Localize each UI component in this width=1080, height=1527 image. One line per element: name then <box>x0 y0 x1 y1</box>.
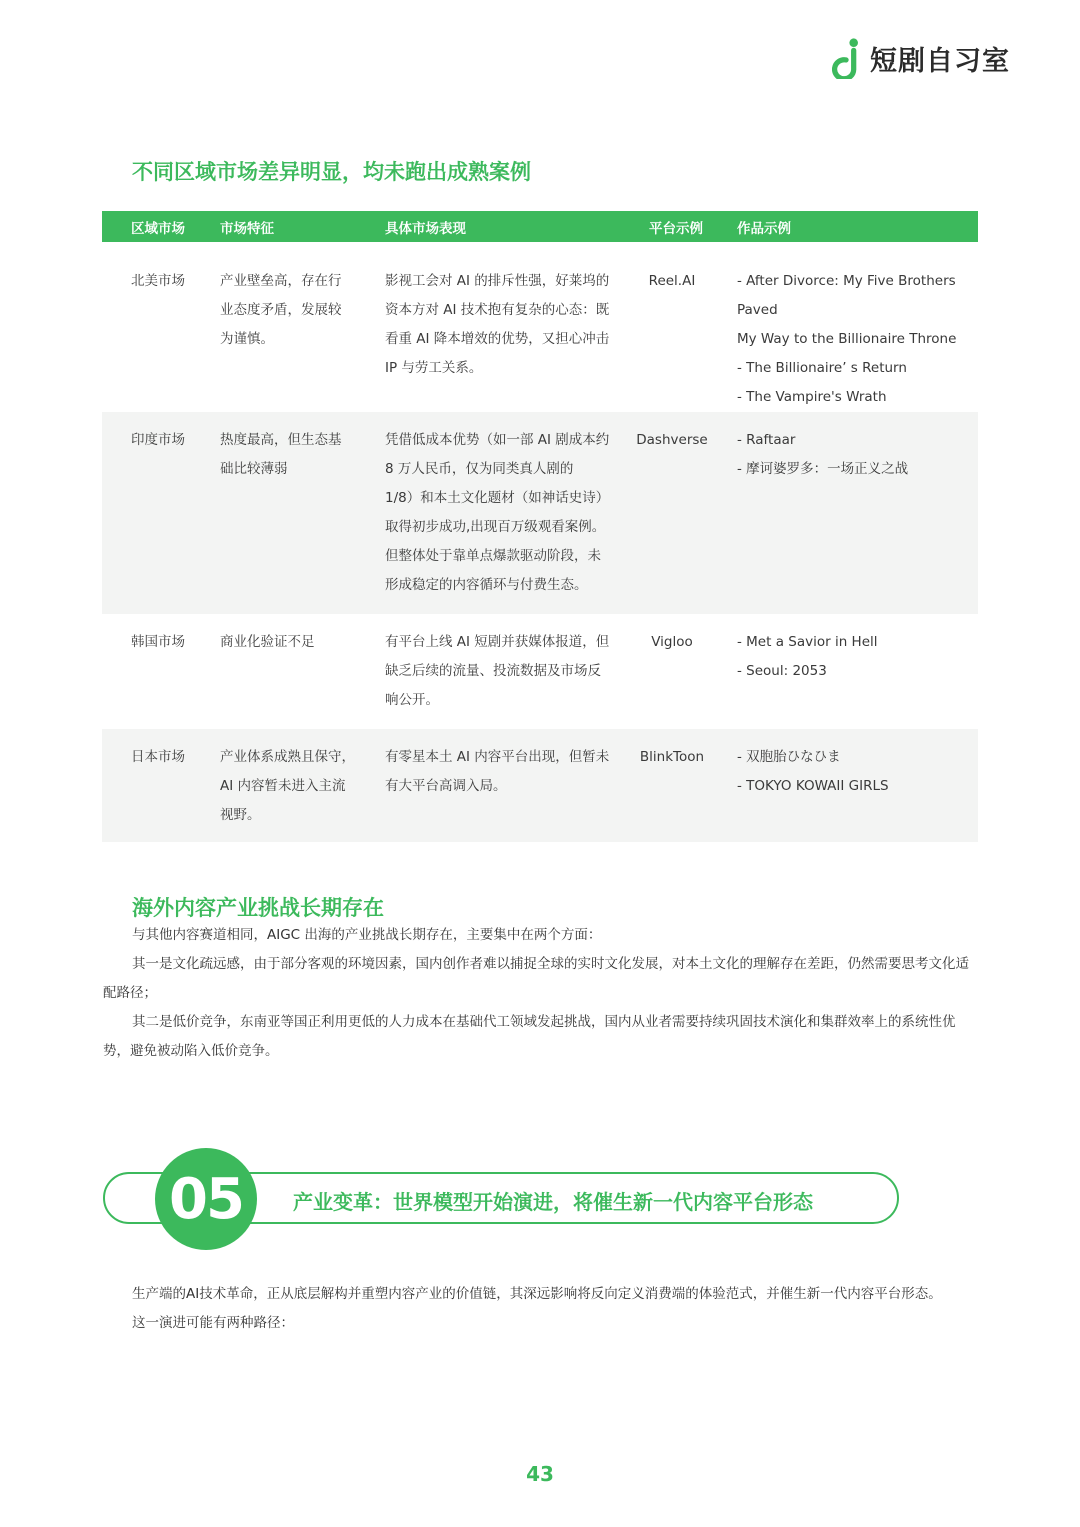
col-header-region: 区域市场 <box>102 211 220 242</box>
cell-region: 韩国市场 <box>102 614 220 729</box>
cell-platform: Dashverse <box>627 412 737 614</box>
table-row <box>102 729 978 842</box>
market-table <box>102 211 978 842</box>
cell-performance: 凭借低成本优势（如一部 AI 剧成本约 8 万人民币，仅为同类真人剧的 1/8）和本土文化题材（如神话史诗） 取得初步成功,出现百万级观看案例。 但整体处于靠单点爆款驱动阶段，未 形成稳定的内容循环与付费生态。 <box>385 412 627 614</box>
chapter-number: 05 <box>155 1148 257 1250</box>
cell-feature: 产业体系成熟且保守， AI 内容暂未进入主流 视野。 <box>220 729 385 842</box>
cell-platform: Reel.AI <box>627 242 737 412</box>
cell-region: 日本市场 <box>102 729 220 842</box>
section-title-challenges: 海外内容产业挑战长期存在 <box>132 896 384 920</box>
chapter-intro-2: 这一演进可能有两种路径： <box>132 1315 294 1331</box>
challenges-point-2: 其二是低价竞争，东南亚等国正利用更低的人力成本在基础代工领域发起挑战，国内从业者需要持续巩固技术演化和集群效率上的系统性优势，避免被动陷入低价竞争。 <box>103 1014 956 1059</box>
cell-performance: 有零星本土 AI 内容平台出现，但暂未 有大平台高调入局。 <box>385 729 627 842</box>
cell-feature: 商业化验证不足 <box>220 614 385 729</box>
cell-works: - Raftaar - 摩诃婆罗多：一场正义之战 <box>737 412 978 614</box>
cell-performance: 影视工会对 AI 的排斥性强，好莱坞的 资本方对 AI 技术抱有复杂的心态：既 看重 AI 降本增效的优势，又担心冲击 IP 与劳工关系。 <box>385 242 627 412</box>
table-row <box>102 242 978 412</box>
challenges-point-1: 其一是文化疏远感，由于部分客观的环境因素，国内创作者难以捕捉全球的实时文化发展，对本土文化的理解存在差距，仍然需要思考文化适配路径； <box>103 956 969 1001</box>
cell-feature: 热度最高，但生态基 础比较薄弱 <box>220 412 385 614</box>
section-title-markets: 不同区域市场差异明显，均未跑出成熟案例 <box>132 160 531 184</box>
cell-feature: 产业壁垒高，存在行 业态度矛盾，发展较 为谨慎。 <box>220 242 385 412</box>
cell-platform: BlinkToon <box>627 729 737 842</box>
table-row <box>102 412 978 614</box>
col-header-performance: 具体市场表现 <box>385 211 627 242</box>
cell-works: - 双胞胎ひなひま - TOKYO KOWAII GIRLS <box>737 729 978 842</box>
brand-logo-icon <box>832 37 862 79</box>
chapter-intro-1: 生产端的AI技术革命，正从底层解构并重塑内容产业的价值链，其深远影响将反向定义消费端的体验范式，并催生新一代内容平台形态。 <box>132 1286 942 1302</box>
challenges-intro: 与其他内容赛道相同，AIGC 出海的产业挑战长期存在，主要集中在两个方面： <box>132 927 602 943</box>
col-header-feature: 市场特征 <box>220 211 385 242</box>
cell-region: 印度市场 <box>102 412 220 614</box>
cell-works: - Met a Savior in Hell - Seoul: 2053 <box>737 614 978 729</box>
brand-logo <box>832 36 1010 80</box>
cell-region: 北美市场 <box>102 242 220 412</box>
col-header-platform: 平台示例 <box>627 211 737 242</box>
table-header-row <box>102 211 978 242</box>
chapter-title: 产业变革：世界模型开始演进，将催生新一代内容平台形态 <box>293 1190 813 1214</box>
cell-performance: 有平台上线 AI 短剧并获媒体报道，但 缺乏后续的流量、投流数据及市场反 响公开。 <box>385 614 627 729</box>
table-row <box>102 614 978 729</box>
cell-works: - After Divorce: My Five Brothers Paved My Way to the Billionaire Throne - The Billionaire’ s Return - The Vampire's Wrath <box>737 242 978 412</box>
cell-platform: Vigloo <box>627 614 737 729</box>
col-header-works: 作品示例 <box>737 211 978 242</box>
page-number: 43 <box>526 1462 554 1486</box>
brand-name: 短剧自习室 <box>870 45 1010 77</box>
